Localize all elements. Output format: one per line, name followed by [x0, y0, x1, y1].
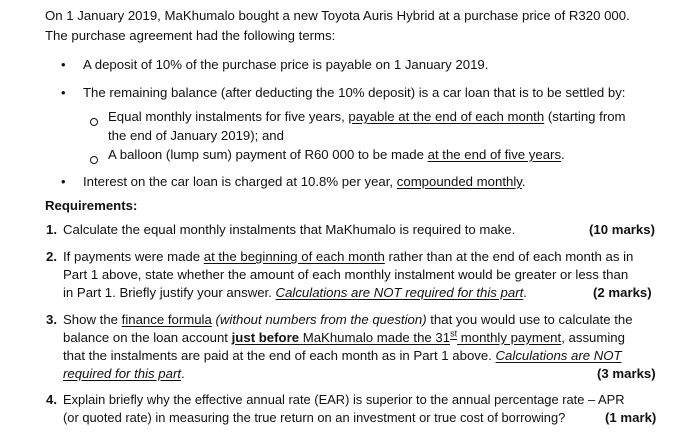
question-2-marks: (2 marks)	[593, 285, 652, 300]
bullet-icon: •	[61, 57, 66, 72]
term-interest: Interest on the car loan is charged at 10.8% per year, compounded monthly.	[83, 174, 526, 189]
sub-term-instalments-cont: the end of January 2019); and	[108, 128, 284, 143]
bullet-icon: •	[61, 85, 66, 100]
bullet-icon: •	[61, 174, 66, 189]
intro-line-1: On 1 January 2019, MaKhumalo bought a new Toyota Auris Hybrid at a purchase price of R320 000.	[45, 8, 630, 23]
question-number: 1.	[46, 222, 57, 237]
sub-term-balloon: A balloon (lump sum) payment of R60 000 to be made at the end of five years.	[108, 147, 565, 162]
question-3-line-2: balance on the loan account just before MaKhumalo made the 31st monthly payment, assuming	[63, 328, 625, 345]
question-number: 2.	[46, 249, 57, 264]
term-deposit: A deposit of 10% of the purchase price is payable on 1 January 2019.	[83, 57, 489, 72]
question-3-line-3: that the instalments are paid at the end of each month as in Part 1 above. Calculations are NOT	[63, 348, 622, 363]
sub-term-instalments: Equal monthly instalments for five years, payable at the end of each month (starting from	[108, 109, 626, 124]
question-2-line-2: Part 1 above, state whether the amount of each monthly instalment would be greater or less than	[63, 267, 629, 282]
question-2-line-3: in Part 1. Briefly justify your answer. Calculations are NOT required for this part.	[63, 285, 527, 300]
question-1-marks: (10 marks)	[589, 222, 655, 237]
intro-line-2: The purchase agreement had the following terms:	[45, 28, 336, 43]
question-number: 4.	[46, 392, 57, 407]
question-1-text: Calculate the equal monthly instalments that MaKhumalo is required to make.	[63, 222, 516, 237]
term-balance: The remaining balance (after deducting the 10% deposit) is a car loan that is to be settled by:	[83, 85, 626, 100]
requirements-heading: Requirements:	[45, 198, 138, 213]
question-3-marks: (3 marks)	[597, 366, 656, 381]
question-2-line-1: If payments were made at the beginning of each month rather than at the end of each month as in	[63, 249, 634, 264]
question-4-marks: (1 mark)	[605, 410, 657, 425]
question-4-line-2: (or quoted rate) in measuring the true return on an investment or true cost of borrowing?	[63, 410, 566, 425]
circle-bullet-icon	[90, 113, 98, 131]
question-4-line-1: Explain briefly why the effective annual rate (EAR) is superior to the annual percentage rate – APR	[63, 392, 625, 407]
question-3-line-4: required for this part.	[63, 366, 185, 381]
circle-bullet-icon	[90, 151, 98, 169]
question-number: 3.	[46, 312, 57, 327]
question-3-line-1: Show the finance formula (without numbers from the question) that you would use to calculate the	[63, 312, 633, 327]
